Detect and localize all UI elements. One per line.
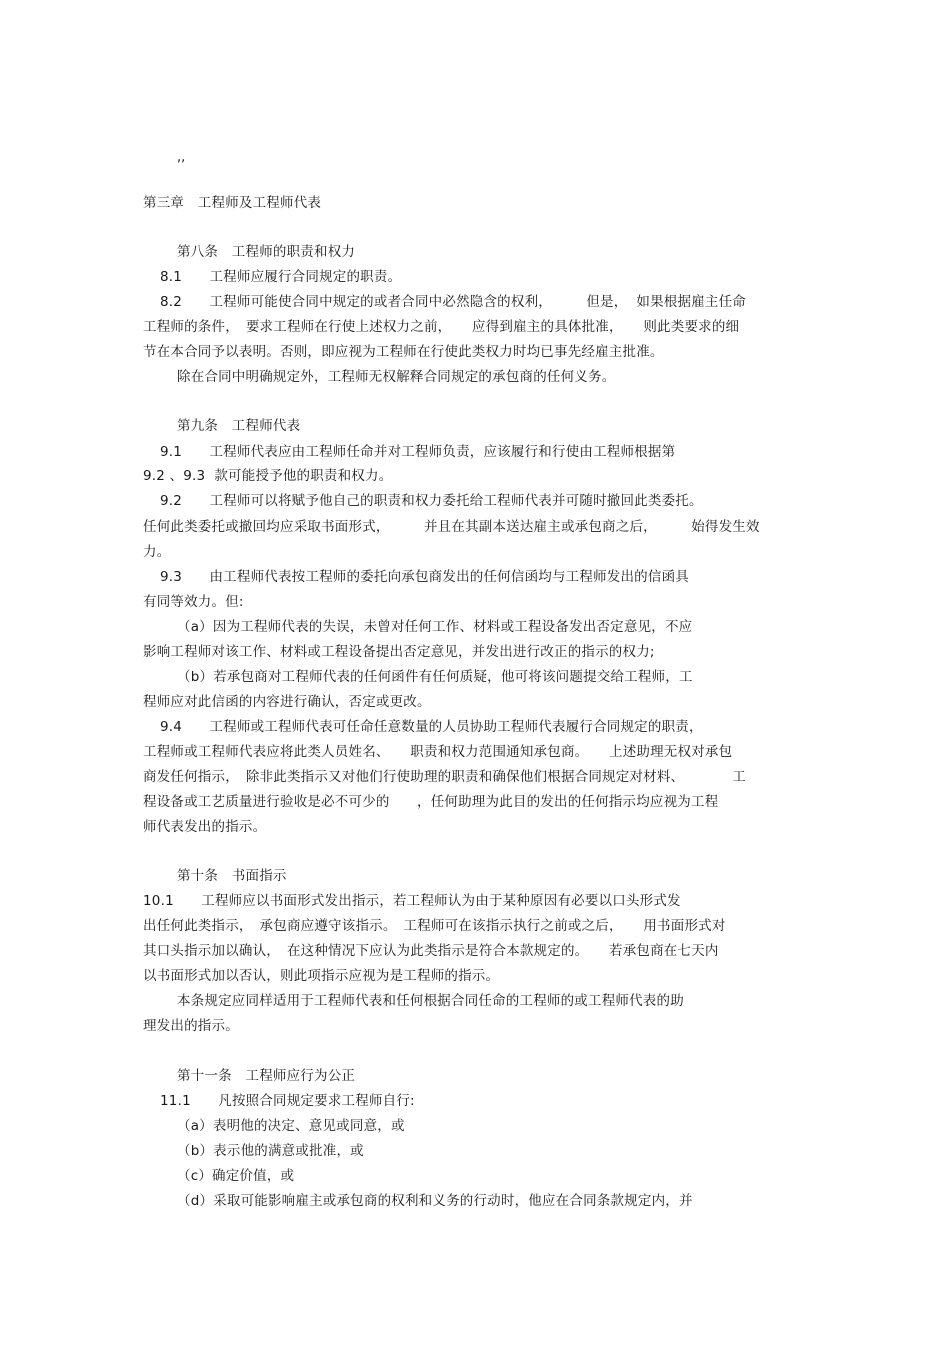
article-9-heading: 第九条 工程师代表: [177, 418, 301, 434]
clause-11-1: 11.1 凡按照合同规定要求工程师自行:: [160, 1093, 415, 1109]
clause-10-1-line: 出任何此类指示， 承包商应遵守该指示。 工程师可在该指示执行之前或之后， 用书面形式对: [143, 918, 726, 934]
clause-9-3-line: 9.3 由工程师代表按工程师的委托向承包商发出的任何信函均与工程师发出的信函具: [160, 569, 689, 585]
clause-10-1-line: 其口头指示加以确认， 在这种情况下应认为此类指示是符合本款规定的。 若承包商在七天内: [143, 943, 719, 959]
clause-9-4-line: 商发任何指示， 除非此类指示又对他们行使助理的职责和确保他们根据合同规定对材料、 工: [143, 769, 746, 785]
clause-10-1-line: 以书面形式加以否认，则此项指示应视为是工程师的指示。: [143, 968, 500, 984]
clause-11-1-item-a: （a）表明他的决定、意见或同意，或: [177, 1118, 405, 1134]
clause-11-1-item-d: （d）采取可能影响雇主或承包商的权利和义务的行动时，他应在合同条款规定内，并: [177, 1193, 693, 1209]
article-8-heading: 第八条 工程师的职责和权力: [177, 244, 356, 260]
clause-9-4-line: 9.4 工程师或工程师代表可任命任意数量的人员协助工程师代表履行合同规定的职责，: [160, 719, 703, 735]
article-11-heading: 第十一条 工程师应行为公正: [177, 1068, 356, 1084]
clause-9-3-b-line: 程师应对此信函的内容进行确认，否定或更改。: [143, 694, 431, 710]
chapter-title: 第三章 工程师及工程师代表: [143, 195, 322, 211]
clause-8-1: 8.1 工程师应履行合同规定的职责。: [160, 269, 402, 285]
clause-9-3-b-line: （b）若承包商对工程师代表的任何函件有任何质疑，他可将该问题提交给工程师，工: [177, 669, 693, 685]
clause-9-3-a-line: （a）因为工程师代表的失误，未曾对任何工作、材料或工程设备发出否定意见，不应: [177, 619, 693, 635]
clause-8-2-line: 节在本合同予以表明。否则，即应视为工程师在行使此类权力时均已事先经雇主批准。: [143, 344, 664, 360]
clause-8-2-line: 8.2 工程师可能使合同中规定的或者合同中必然隐含的权利， 但是， 如果根据雇主任命: [160, 294, 747, 310]
clause-8-2-line: 除在合同中明确规定外，工程师无权解释合同规定的承包商的任何义务。: [177, 369, 616, 385]
clause-9-4-line: 程设备或工艺质量进行验收是必不可少的 ，任何助理为此目的发出的任何指示均应视为工程: [143, 794, 719, 810]
clause-11-1-item-b: （b）表示他的满意或批准，或: [177, 1143, 364, 1159]
clause-11-1-item-c: （c）确定价值，或: [177, 1168, 295, 1184]
clause-8-2-line: 工程师的条件， 要求工程师在行使上述权力之前， 应得到雇主的具体批准， 则此类要求的细: [143, 319, 740, 335]
clause-9-4-line: 工程师或工程师代表应将此类人员姓名、 职责和权力范围通知承包商。 上述助理无权对承包: [143, 744, 733, 760]
clause-9-3-a-line: 影响工程师对该工作、材料或工程设备提出否定意见，并发出进行改正的指示的权力;: [143, 644, 655, 660]
clause-10-1-line: 理发出的指示。: [143, 1018, 239, 1034]
clause-9-2-line: 力。: [143, 544, 171, 560]
clause-10-1-line: 本条规定应同样适用于工程师代表和任何根据合同任命的工程师的或工程师代表的助: [177, 993, 684, 1009]
clause-9-2-line: 任何此类委托或撤回均应采取书面形式， 并且在其副本送达雇主或承包商之后， 始得发生效: [143, 519, 760, 535]
clause-9-2-line: 9.2 工程师可以将赋予他自己的职责和权力委托给工程师代表并可随时撤回此类委托。: [160, 493, 703, 509]
clause-9-3-line: 有同等效力。但:: [143, 594, 244, 610]
clause-9-1-line: 9.2 、9.3 款可能授予他的职责和权力。: [143, 468, 393, 484]
clause-9-1-line: 9.1 工程师代表应由工程师任命并对工程师负责，应该履行和行使由工程师根据第: [160, 444, 676, 460]
article-10-heading: 第十条 书面指示: [177, 868, 287, 884]
stray-mark: ,,: [177, 150, 186, 165]
clause-10-1-line: 10.1 工程师应以书面形式发出指示，若工程师认为由于某种原因有必要以口头形式发: [143, 893, 681, 909]
clause-9-4-line: 师代表发出的指示。: [143, 819, 267, 835]
